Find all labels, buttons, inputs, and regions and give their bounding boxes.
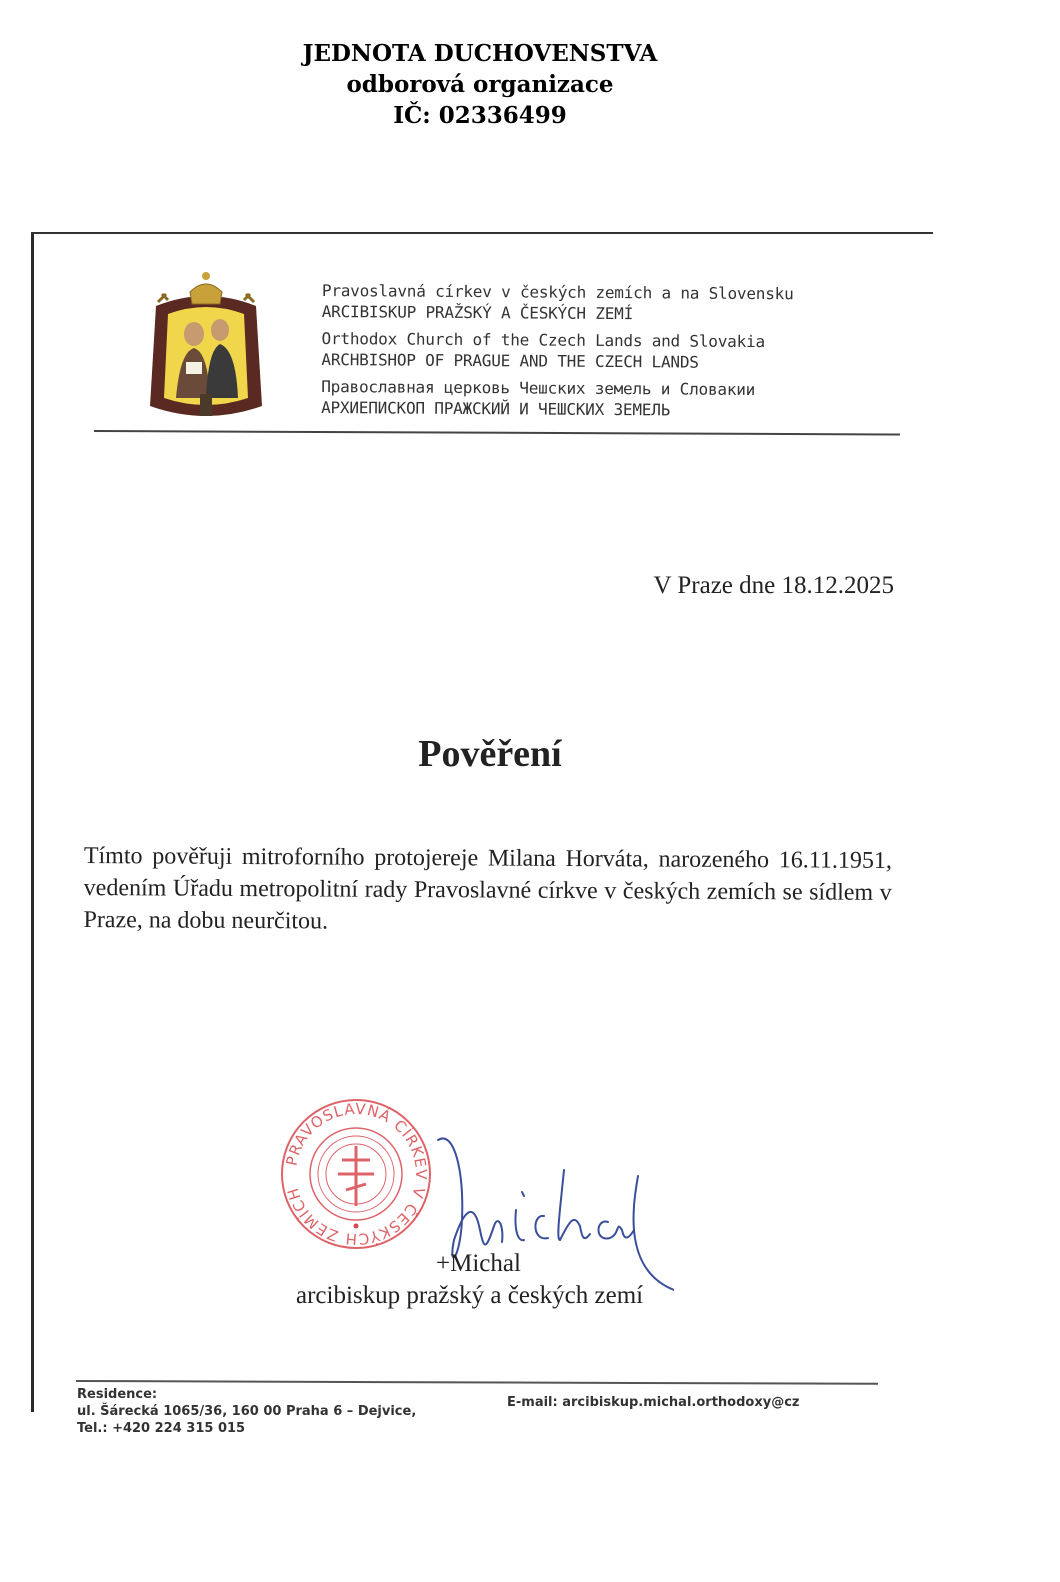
letterhead-cz-title: ARCIBISKUP PRAŽSKÝ A ČESKÝCH ZEMÍ: [321, 301, 634, 324]
scan-left-edge: [31, 232, 34, 1412]
union-header: [0, 38, 1060, 131]
archdiocese-emblem-icon: [146, 266, 266, 424]
signer-title: arcibiskup pražský a českých zemí: [296, 1282, 644, 1309]
union-ic: IČ: 02336499: [393, 102, 567, 129]
stamp-text: PRAVOSLAVNÁ CÍRKEV V ČESKÝCH ZEMÍCH: [282, 1099, 431, 1249]
scan-top-edge: [31, 232, 933, 234]
footer-residence-label: Residence:: [77, 1387, 158, 1402]
footer-email: E-mail: arcibiskup.michal.orthodoxy@cz: [507, 1395, 800, 1410]
union-type: odborová organizace: [346, 71, 614, 98]
letterhead-ru-church: Православная церковь Чешских земель и Словакии: [321, 376, 756, 400]
document-title: Pověření: [418, 733, 562, 775]
footer-street: ul. Šárecká 1065/36, 160 00 Praha 6 – Dejvice,: [77, 1404, 417, 1419]
document-body: Tímto pověřuji mitroforního protojereje Milana Horváta, narozeného 16.11.1951, vedením Úřadu metropolitní rady Pravoslavné církve v českých zemích se sídlem v Praze, na dobu neurčitou.: [83, 842, 892, 935]
letterhead-cz-church: Pravoslavná církev v českých zemích a na Slovensku: [321, 280, 794, 304]
signer-name: +Michal: [436, 1250, 521, 1277]
letterhead-ru-title: АРХИЕПИСКОП ПРАЖСКИЙ И ЧЕШСКИХ ЗЕМЕЛЬ: [321, 397, 671, 420]
letterhead-en-title: ARCHBISHOP OF PRAGUE AND THE CZECH LANDS: [321, 349, 699, 372]
letterhead-en-church: Orthodox Church of the Czech Lands and Slovakia: [321, 328, 765, 352]
footer-divider: [76, 1380, 878, 1385]
union-name: JEDNOTA DUCHOVENSTVA: [302, 40, 658, 67]
letterhead-divider: [94, 430, 900, 436]
footer-phone: Tel.: +420 224 315 015: [77, 1421, 246, 1436]
document-date: V Praze dne 18.12.2025: [653, 572, 894, 599]
official-stamp-icon: [276, 1094, 436, 1254]
footer-address: [77, 1386, 437, 1437]
letterhead: [321, 280, 842, 422]
